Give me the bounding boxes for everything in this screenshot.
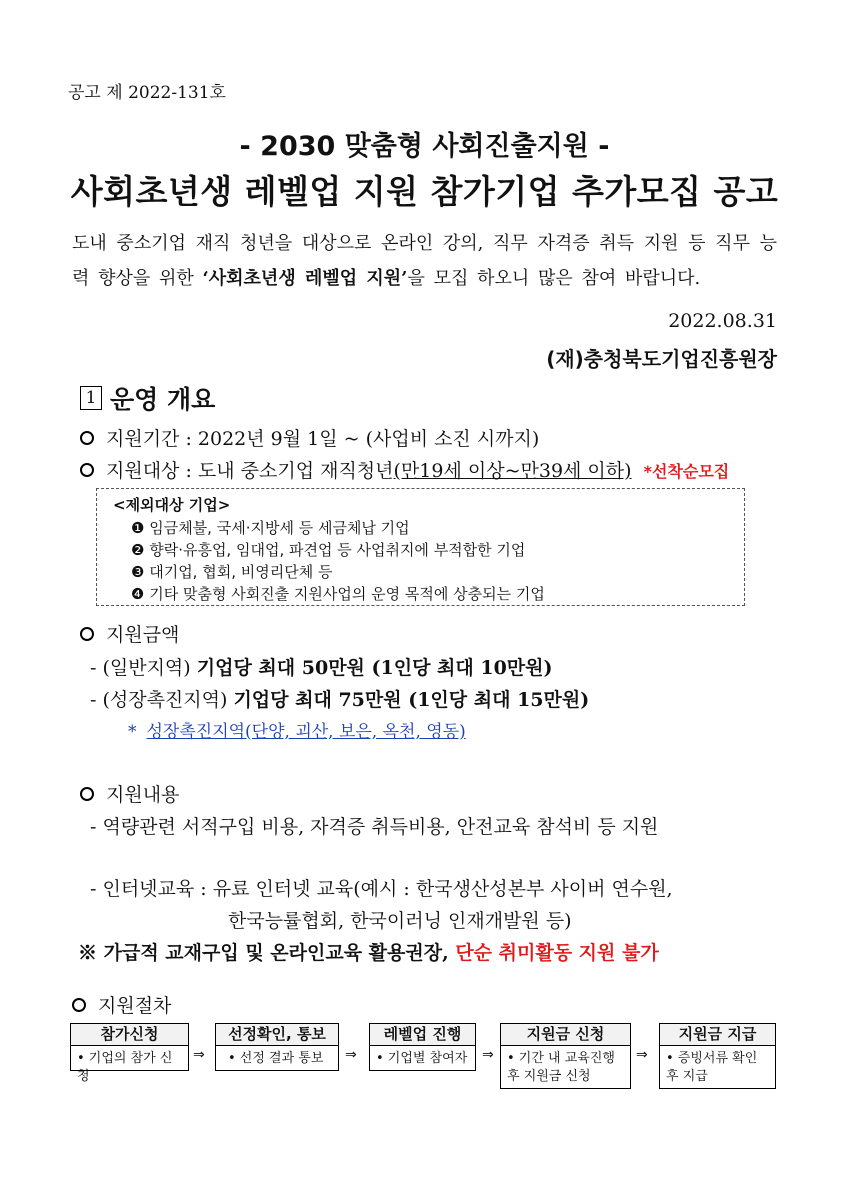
intro-text-1: 도내 중소기업 재직 청년을 대상으로 온라인 강의, 직무 자격증 취득 지원 등 직무 능력 향상을 위한 — [72, 233, 777, 289]
support-content-label: 지원내용 — [106, 784, 180, 806]
arrow-right-icon: ⇒ — [193, 1047, 205, 1063]
procedure-step-desc: • 기업별 참여자 — [376, 1051, 468, 1066]
procedure-step-5 — [659, 1023, 776, 1089]
section-title: 운영 개요 — [110, 385, 216, 414]
exclusion-title: <제외대상 기업> — [113, 496, 231, 514]
procedure-step-desc: • 선정 결과 통보 — [228, 1051, 324, 1066]
exclusion-box — [96, 488, 745, 606]
growth-regions-note — [128, 717, 466, 742]
content-note-warning: 단순 취미활동 지원 불가 — [455, 942, 659, 964]
exclusion-item: ❷ 향락·유흥업, 임대업, 파견업 등 사업취지에 부적합한 기업 — [131, 541, 526, 559]
first-come-note: *선착순모집 — [643, 462, 730, 481]
support-content-item: - 인터넷교육 : 유료 인터넷 교육(예시 : 한국생산성본부 사이버 연수원, — [90, 878, 673, 900]
procedure-step-title: 지원금 지급 — [660, 1024, 775, 1046]
exclusion-item: ❸ 대기업, 협회, 비영리단체 등 — [131, 563, 333, 581]
growth-regions-text: 성장촉진지역(단양, 괴산, 보은, 옥천, 영동) — [146, 722, 466, 742]
support-amount-heading — [80, 620, 179, 647]
page-title: 사회초년생 레벨업 지원 참가기업 추가모집 공고 — [70, 172, 779, 211]
content-note — [78, 938, 659, 965]
arrow-right-icon: ⇒ — [345, 1047, 357, 1063]
growth-regions-star: * — [128, 722, 137, 742]
procedure-step-desc: • 증빙서류 확인 후 지급 — [666, 1051, 758, 1084]
amount-general-value: 기업당 최대 50만원 (1인당 최대 10만원) — [196, 657, 553, 679]
amount-general-label: - (일반지역) — [90, 657, 197, 679]
procedure-step-title: 참가신청 — [71, 1024, 188, 1046]
procedure-step-title: 지원금 신청 — [501, 1024, 630, 1046]
bullet-circle-icon — [80, 463, 94, 477]
procedure-label: 지원절차 — [98, 995, 172, 1017]
bullet-circle-icon — [80, 627, 94, 641]
bullet-circle-icon — [80, 431, 94, 445]
intro-highlight: ‘사회초년생 레벨업 지원’ — [202, 268, 408, 289]
procedure-step-desc: • 기업의 참가 신청 — [77, 1051, 173, 1084]
sub-title: - 2030 맞춤형 사회진출지원 - — [239, 131, 610, 162]
amount-growth — [90, 685, 589, 712]
procedure-step-title: 레벨업 진행 — [370, 1024, 475, 1046]
intro-text-2: 을 모집 하오니 많은 참여 바랍니다. — [407, 268, 701, 289]
procedure-step-3 — [369, 1023, 476, 1071]
support-content-item: - 역량관련 서적구입 비용, 자격증 취득비용, 안전교육 참석비 등 지원 — [90, 816, 659, 838]
exclusion-item: ❶ 임금체불, 국세·지방세 등 세금체납 기업 — [131, 519, 410, 537]
amount-growth-label: - (성장촉진지역) — [90, 689, 234, 711]
support-content-heading — [80, 780, 179, 807]
notice-date: 2022.08.31 — [668, 310, 777, 332]
notice-number: 공고 제 2022-131호 — [68, 83, 226, 103]
amount-growth-value: 기업당 최대 75만원 (1인당 최대 15만원) — [233, 689, 590, 711]
issuing-organization: (재)충청북도기업진흥원장 — [546, 347, 777, 371]
section-number-box: 1 — [80, 386, 102, 410]
bullet-circle-icon — [72, 998, 86, 1012]
intro-paragraph — [72, 226, 777, 296]
exclusion-item: ❹ 기타 맞춤형 사회진출 지원사업의 운영 목적에 상충되는 기업 — [131, 585, 545, 603]
support-period-text: 지원기간 : 2022년 9월 1일 ~ (사업비 소진 시까지) — [106, 428, 540, 450]
procedure-step-4 — [500, 1023, 631, 1089]
support-period — [80, 424, 539, 451]
bullet-circle-icon — [80, 787, 94, 801]
procedure-step-1 — [70, 1023, 189, 1084]
support-content-item-cont: 한국능률협회, 한국이러닝 인재개발원 등) — [228, 910, 572, 932]
procedure-step-2 — [215, 1023, 339, 1071]
arrow-right-icon: ⇒ — [636, 1047, 648, 1063]
procedure-heading — [72, 991, 171, 1018]
procedure-step-desc: • 기간 내 교육진행 후 지원금 신청 — [507, 1051, 615, 1084]
procedure-step-title: 선정확인, 통보 — [216, 1024, 338, 1046]
arrow-right-icon: ⇒ — [482, 1047, 494, 1063]
content-note-text: ※ 가급적 교재구입 및 온라인교육 활용권장, — [78, 942, 456, 964]
amount-general — [90, 653, 553, 680]
support-target — [80, 456, 729, 483]
support-amount-label: 지원금액 — [106, 624, 180, 646]
support-target-text: 지원대상 : 도내 중소기업 재직청년 — [106, 460, 394, 482]
support-target-age: (만19세 이상~만39세 이하) — [393, 460, 632, 482]
